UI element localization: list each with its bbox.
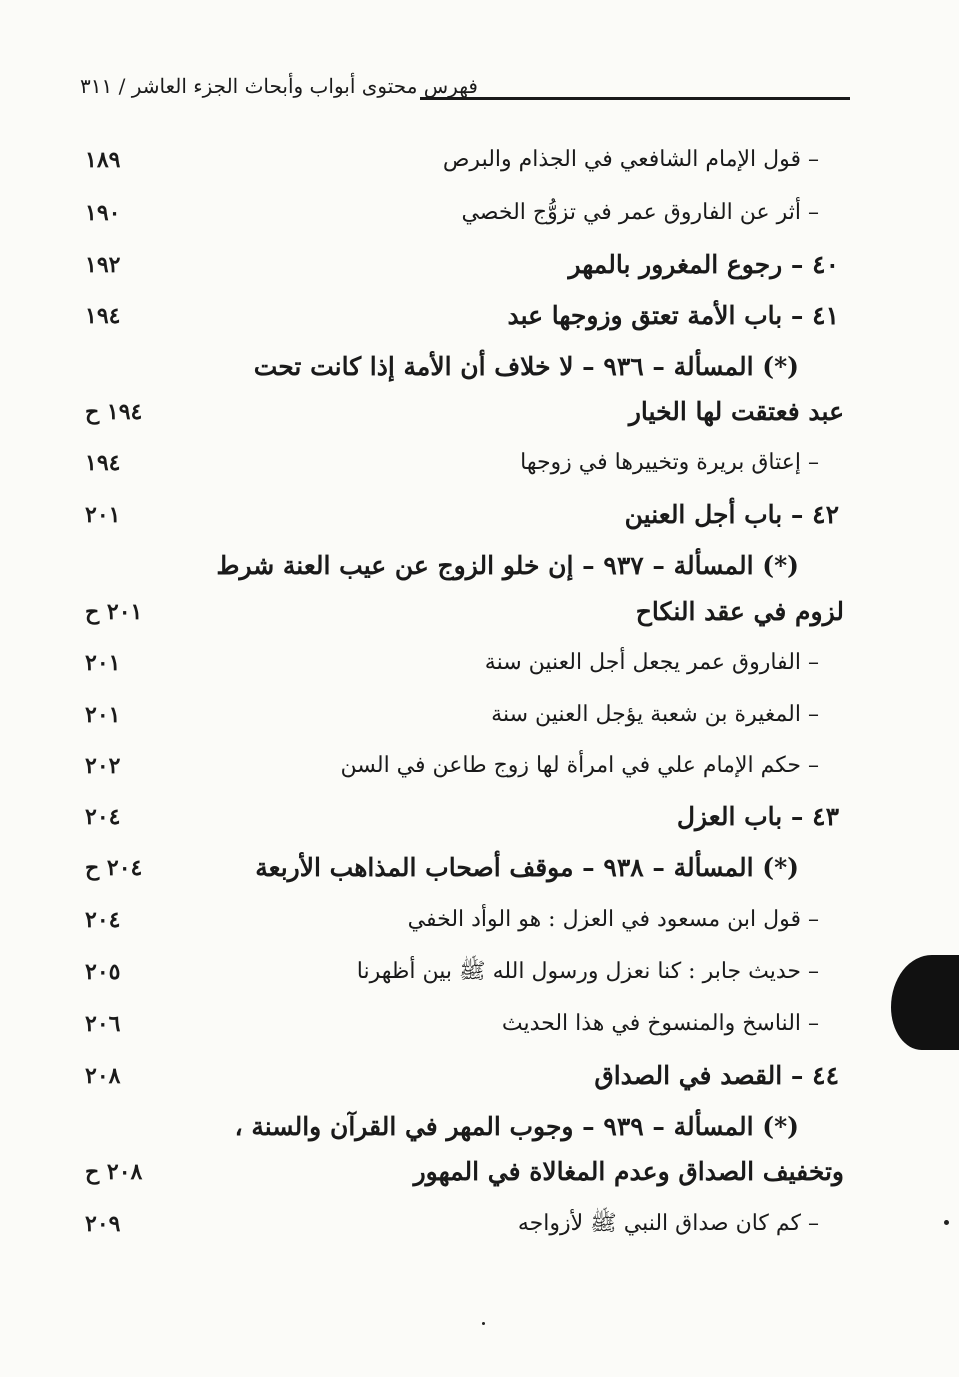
toc-entry-title: – قول الإمام الشافعي في الجذام والبرص [442, 147, 819, 172]
toc-entry-title: – الناسخ والمنسوخ في هذا الحديث [501, 1011, 819, 1036]
toc-issue [0, 1107, 959, 1147]
toc-entry-title: – إعتاق بريرة وتخييرها في زوجها [520, 450, 819, 475]
toc-entry [0, 746, 959, 786]
toc-entry-title: – كم كان صداق النبي ﷺ لأزواجه [517, 1211, 819, 1236]
toc-chapter-title: ٤٠ – رجوع المغرور بالمهر [568, 250, 839, 279]
toc-page-number: ٢٠١ [85, 702, 121, 728]
running-header [60, 72, 850, 110]
toc-entry-title: – حكم الإمام علي في امرأة لها زوج طاعن في السن [340, 753, 819, 778]
toc-issue-title: (*) المسألة – ٩٣٧ – إن خلو الزوج عن عيب العنة شرط [216, 551, 799, 580]
toc-page-number: ٢٠١ ح [85, 599, 143, 625]
toc-page-number: ٢٠٩ [85, 1211, 121, 1237]
toc-issue [0, 848, 959, 888]
toc-entry [0, 1204, 959, 1244]
toc-entry-title: – المغيرة بن شعبة يؤجل العنين سنة [491, 702, 819, 727]
toc-chapter [0, 1056, 959, 1096]
toc-page-number: ١٩٤ [85, 450, 121, 476]
toc-page-number: ١٩٤ [85, 303, 121, 329]
toc-issue-title: لزوم في عقد النكاح [635, 597, 844, 626]
toc-chapter [0, 797, 959, 837]
toc-page-number: ١٩٤ ح [85, 399, 143, 425]
toc-page-number: ٢٠٤ [85, 907, 121, 933]
toc-entry [0, 443, 959, 483]
toc-issue-title: (*) المسألة – ٩٣٦ – لا خلاف أن الأمة إذا كانت تحت [253, 352, 799, 381]
toc-issue-continuation [0, 392, 959, 432]
toc-entry [0, 900, 959, 940]
toc-issue-continuation [0, 1152, 959, 1192]
toc-entry [0, 643, 959, 683]
toc-page-number: ١٨٩ [85, 147, 121, 173]
toc-issue-title: (*) المسألة – ٩٣٩ – وجوب المهر في القرآن والسنة ، [234, 1112, 799, 1141]
toc-entry [0, 952, 959, 992]
toc-page-number: ٢٠١ [85, 502, 121, 528]
toc-entry-title: – أثر عن الفاروق عمر في تزوُّج الخصي [461, 200, 819, 225]
toc-issue-title: (*) المسألة – ٩٣٨ – موقف أصحاب المذاهب الأربعة [255, 853, 799, 882]
toc-page-number: ٢٠٨ ح [85, 1159, 143, 1185]
toc-issue-continuation [0, 592, 959, 632]
header-title: فهرس محتوى أبواب وأبحاث الجزء العاشر / ٣١١ [80, 74, 478, 98]
toc-entry [0, 1004, 959, 1044]
toc-page-number: ٢٠٥ [85, 959, 121, 985]
toc-page-number: ٢٠١ [85, 650, 121, 676]
toc-entry-title: – الفاروق عمر يجعل أجل العنين سنة [484, 650, 819, 675]
toc-issue [0, 347, 959, 387]
toc-chapter [0, 495, 959, 535]
toc-page-number: ٢٠٤ ح [85, 855, 143, 881]
toc-issue [0, 546, 959, 586]
toc-entry-title: – قول ابن مسعود في العزل : هو الوأد الخفي [407, 907, 819, 932]
toc-page-number: ٢٠٢ [85, 753, 121, 779]
toc-page-number: ٢٠٨ [85, 1063, 121, 1089]
toc-issue-title: وتخفيف الصداق وعدم المغالاة في المهور [413, 1157, 844, 1186]
toc-chapter [0, 245, 959, 285]
header-rule [420, 97, 850, 100]
scan-speck [944, 1220, 949, 1225]
toc-entry-title: – حديث جابر : كنا نعزل ورسول الله ﷺ بين أظهرنا [356, 959, 819, 984]
toc-page-number: ١٩٠ [85, 200, 121, 226]
toc-chapter-title: ٤٤ – القصد في الصداق [594, 1061, 839, 1090]
scan-speck [482, 1322, 485, 1325]
toc-entry [0, 140, 959, 180]
toc-entry [0, 695, 959, 735]
toc-page-number: ١٩٢ [85, 252, 121, 278]
toc-page-number: ٢٠٦ [85, 1011, 121, 1037]
toc-page-number: ٢٠٤ [85, 804, 121, 830]
toc-issue-title: عبد فعتقت لها الخيار [628, 397, 844, 426]
toc-entry [0, 193, 959, 233]
toc-chapter-title: ٤٢ – باب أجل العنين [624, 500, 839, 529]
toc-chapter-title: ٤٣ – باب العزل [676, 802, 839, 831]
toc-chapter-title: ٤١ – باب الأمة تعتق وزوجها عبد [507, 301, 839, 330]
toc-chapter [0, 296, 959, 336]
